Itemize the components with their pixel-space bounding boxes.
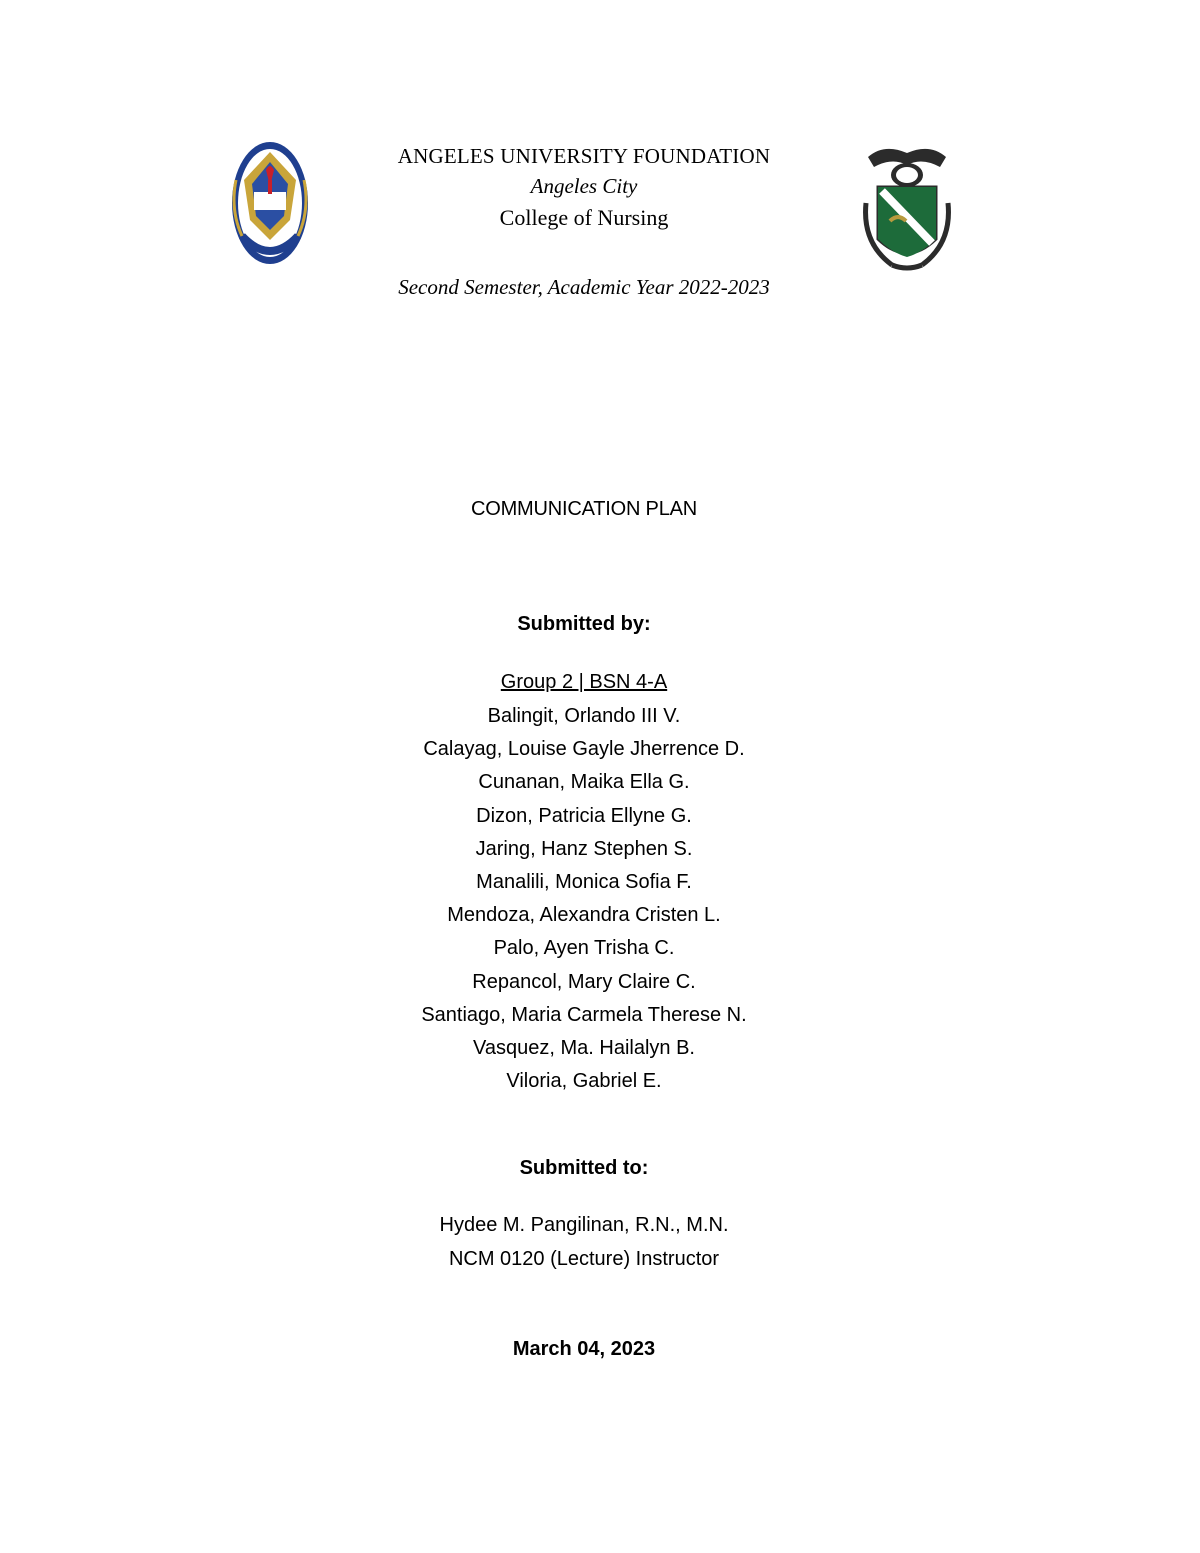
member-name: Santiago, Maria Carmela Therese N. — [421, 1003, 747, 1026]
member-name: Palo, Ayen Trisha C. — [493, 937, 675, 960]
college-name: College of Nursing — [499, 205, 669, 230]
group-heading: Group 2 | BSN 4-A — [500, 671, 668, 693]
member-name: Balingit, Orlando III V. — [487, 705, 681, 727]
member-name: Calayag, Louise Gayle Jherrence D. — [423, 738, 745, 761]
member-name: Cunanan, Maika Ella G. — [478, 771, 690, 794]
semester-line: Second Semester, Academic Year 2022-2023 — [398, 275, 770, 299]
submitted-by-label: Submitted by: — [517, 613, 651, 635]
member-name: Jaring, Hanz Stephen S. — [475, 837, 693, 860]
instructor-name: Hydee M. Pangilinan, R.N., M.N. — [439, 1214, 729, 1236]
member-name: Dizon, Patricia Ellyne G. — [476, 804, 692, 827]
university-name: ANGELES UNIVERSITY FOUNDATION — [397, 144, 771, 168]
submission-date: March 04, 2023 — [512, 1338, 656, 1360]
member-name: Viloria, Gabriel E. — [506, 1070, 662, 1093]
instructor-role: NCM 0120 (Lecture) Instructor — [448, 1248, 720, 1270]
document-title: COMMUNICATION PLAN — [470, 498, 698, 520]
member-name: Vasquez, Ma. Hailalyn B. — [473, 1037, 695, 1060]
member-name: Repancol, Mary Claire C. — [472, 970, 696, 993]
member-list — [284, 700, 884, 1098]
submitted-to-label: Submitted to: — [519, 1157, 649, 1179]
city-name: Angeles City — [530, 174, 638, 198]
member-name: Mendoza, Alexandra Cristen L. — [447, 904, 721, 927]
member-name: Manalili, Monica Sofia F. — [476, 871, 692, 894]
